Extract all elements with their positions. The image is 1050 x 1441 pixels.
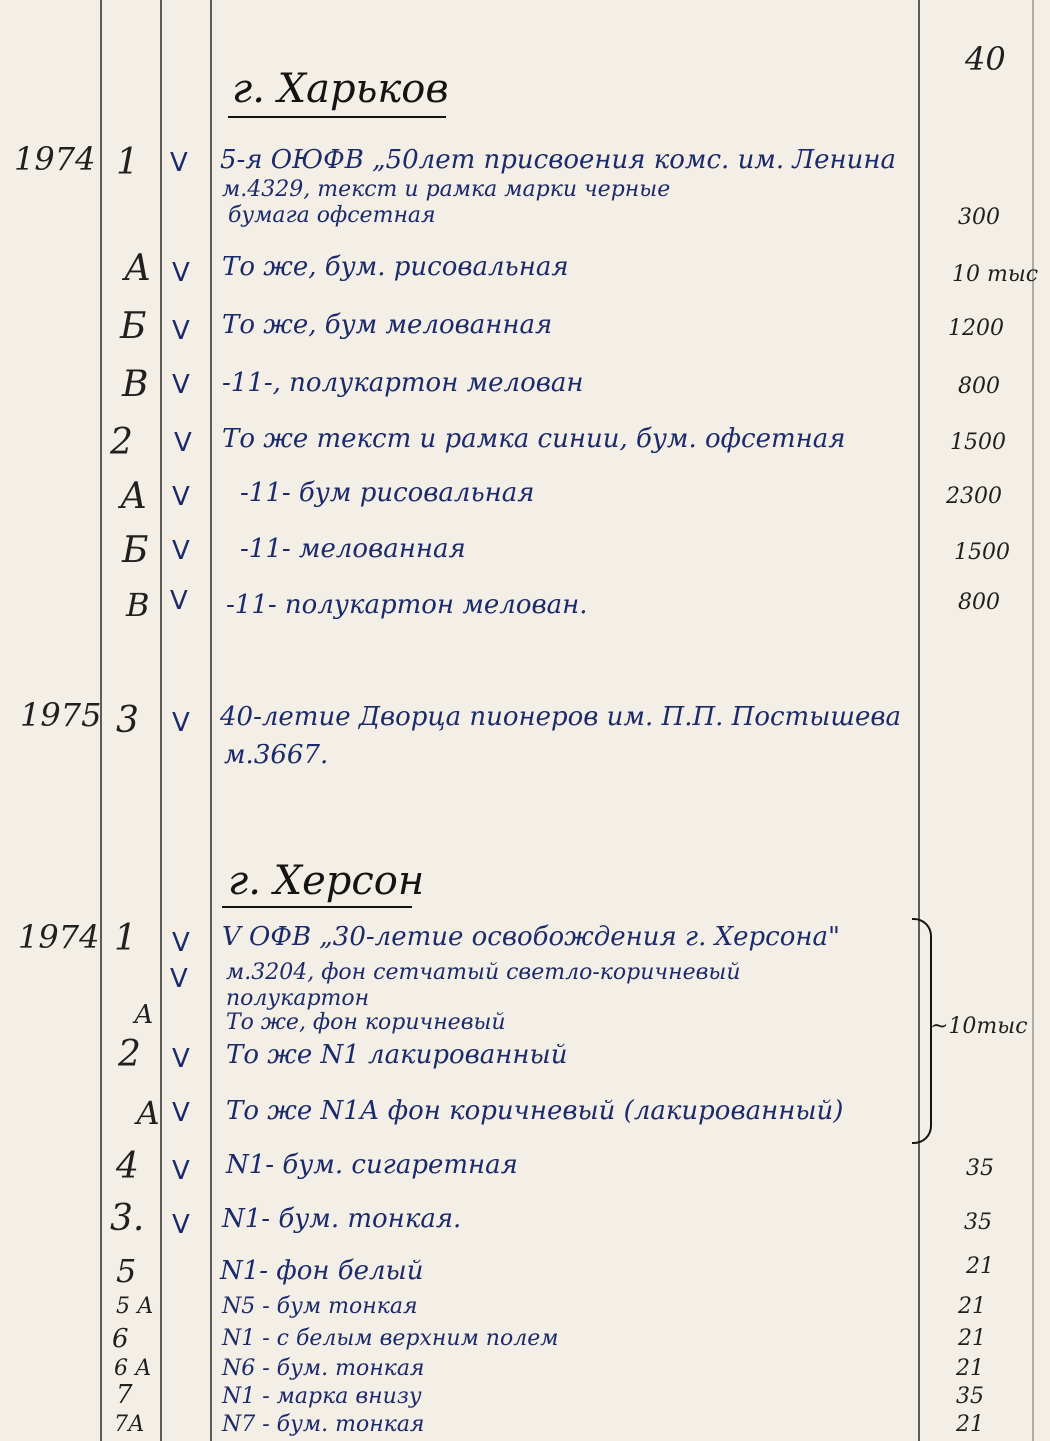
- row-number: 6 А: [114, 1356, 152, 1381]
- row-text: -11- бум рисовальная: [240, 478, 535, 508]
- row-text: 40-летие Дворца пионеров им. П.П. Постышева: [220, 702, 902, 732]
- check-mark: V: [172, 1044, 190, 1074]
- row-text: -11- полукартон мелован.: [226, 590, 588, 620]
- row-value: 1200: [948, 316, 1004, 341]
- page-edge-line: [1032, 0, 1034, 1441]
- row-value: 10 тыс: [952, 262, 1039, 287]
- check-mark: V: [172, 1156, 190, 1186]
- row-text: N1- бум. тонкая.: [222, 1204, 462, 1234]
- row-text: N7 - бум. тонкая: [222, 1412, 425, 1437]
- row-number: А: [134, 1000, 154, 1030]
- row-text: полукартон: [226, 986, 370, 1011]
- row-number: 3: [116, 700, 139, 741]
- check-mark: V: [172, 708, 190, 738]
- year-label: 1975: [20, 696, 102, 734]
- row-number: 2: [110, 422, 133, 463]
- check-mark: V: [172, 316, 190, 346]
- row-text: N5 - бум тонкая: [222, 1294, 418, 1319]
- title-underline: [228, 116, 446, 118]
- row-value: 2300: [946, 484, 1002, 509]
- row-number: 1: [116, 142, 139, 183]
- check-mark: V: [172, 1098, 190, 1128]
- check-mark: V: [170, 964, 188, 994]
- row-text: -11-, полукартон мелован: [222, 368, 584, 398]
- row-number: 5 А: [116, 1294, 154, 1319]
- row-value: 1500: [950, 430, 1006, 455]
- check-mark: V: [172, 1210, 190, 1240]
- row-number: 6: [112, 1324, 129, 1354]
- row-text: м.3204, фон сетчатый светло-коричневый: [226, 960, 741, 985]
- row-value: 800: [958, 374, 1000, 399]
- check-mark: V: [170, 586, 188, 616]
- row-text: N1 - марка внизу: [222, 1384, 422, 1409]
- check-mark: V: [172, 928, 190, 958]
- row-text: м.3667.: [224, 740, 329, 770]
- row-value: 21: [958, 1294, 986, 1319]
- row-number: 7: [116, 1380, 133, 1410]
- page-number: 40: [965, 40, 1006, 78]
- check-mark: V: [172, 370, 190, 400]
- row-number: 3.: [110, 1198, 145, 1239]
- row-number: В: [126, 586, 150, 624]
- row-value: 21: [956, 1412, 984, 1437]
- row-text: 5-я ОЮФВ „50лет присвоения комс. им. Ленина: [220, 145, 896, 175]
- check-mark: V: [174, 428, 192, 458]
- row-text: То же, фон коричневый: [226, 1010, 506, 1035]
- row-value: 35: [964, 1210, 992, 1235]
- brace-value: ~10тыс: [930, 1014, 1028, 1039]
- row-number: 1: [114, 918, 137, 959]
- row-text: То же, бум мелованная: [222, 310, 553, 340]
- check-mark: V: [172, 258, 190, 288]
- row-text: То же N1 лакированный: [226, 1040, 568, 1070]
- check-mark: V: [172, 482, 190, 512]
- row-text: N1 - с белым верхним полем: [222, 1326, 559, 1351]
- row-value: 21: [958, 1326, 986, 1351]
- row-text: То же текст и рамка синии, бум. офсетная: [222, 424, 846, 454]
- section-title-kherson: г. Херсон: [228, 858, 425, 904]
- check-mark: V: [170, 148, 188, 178]
- row-value: 300: [958, 205, 1000, 230]
- row-number: А: [124, 248, 152, 289]
- row-value: 21: [966, 1254, 994, 1279]
- row-text: -11- мелованная: [240, 534, 466, 564]
- row-value: 35: [956, 1384, 984, 1409]
- margin-line-4: [918, 0, 920, 1441]
- row-number: Б: [122, 530, 149, 571]
- margin-line-3: [210, 0, 212, 1441]
- row-value: 21: [956, 1356, 984, 1381]
- year-label: 1974: [14, 140, 96, 178]
- title-underline: [222, 906, 412, 908]
- row-value: 1500: [954, 540, 1010, 565]
- row-text: То же, бум. рисовальная: [222, 252, 569, 282]
- row-number: 5: [116, 1252, 137, 1290]
- margin-line-2: [160, 0, 162, 1441]
- row-number: 4: [116, 1146, 139, 1187]
- row-number: А: [120, 476, 148, 517]
- row-number: 7А: [114, 1412, 145, 1437]
- row-number: А: [136, 1094, 161, 1132]
- row-number: Б: [120, 306, 147, 347]
- row-text: V ОФВ „30-летие освобождения г. Херсона": [222, 922, 840, 952]
- row-text: м.4329, текст и рамка марки черные: [222, 177, 671, 202]
- row-number: 2: [118, 1034, 141, 1075]
- row-text: бумага офсетная: [228, 203, 436, 228]
- year-label: 1974: [18, 918, 100, 956]
- row-value: 35: [966, 1156, 994, 1181]
- row-text: N1- бум. сигаретная: [226, 1150, 518, 1180]
- row-number: В: [122, 364, 149, 405]
- row-text: N6 - бум. тонкая: [222, 1356, 425, 1381]
- check-mark: V: [172, 536, 190, 566]
- section-title-kharkov: г. Харьков: [232, 66, 449, 112]
- row-value: 800: [958, 590, 1000, 615]
- grouping-brace: [912, 918, 932, 1144]
- row-text: То же N1А фон коричневый (лакированный): [226, 1096, 844, 1126]
- row-text: N1- фон белый: [220, 1256, 424, 1286]
